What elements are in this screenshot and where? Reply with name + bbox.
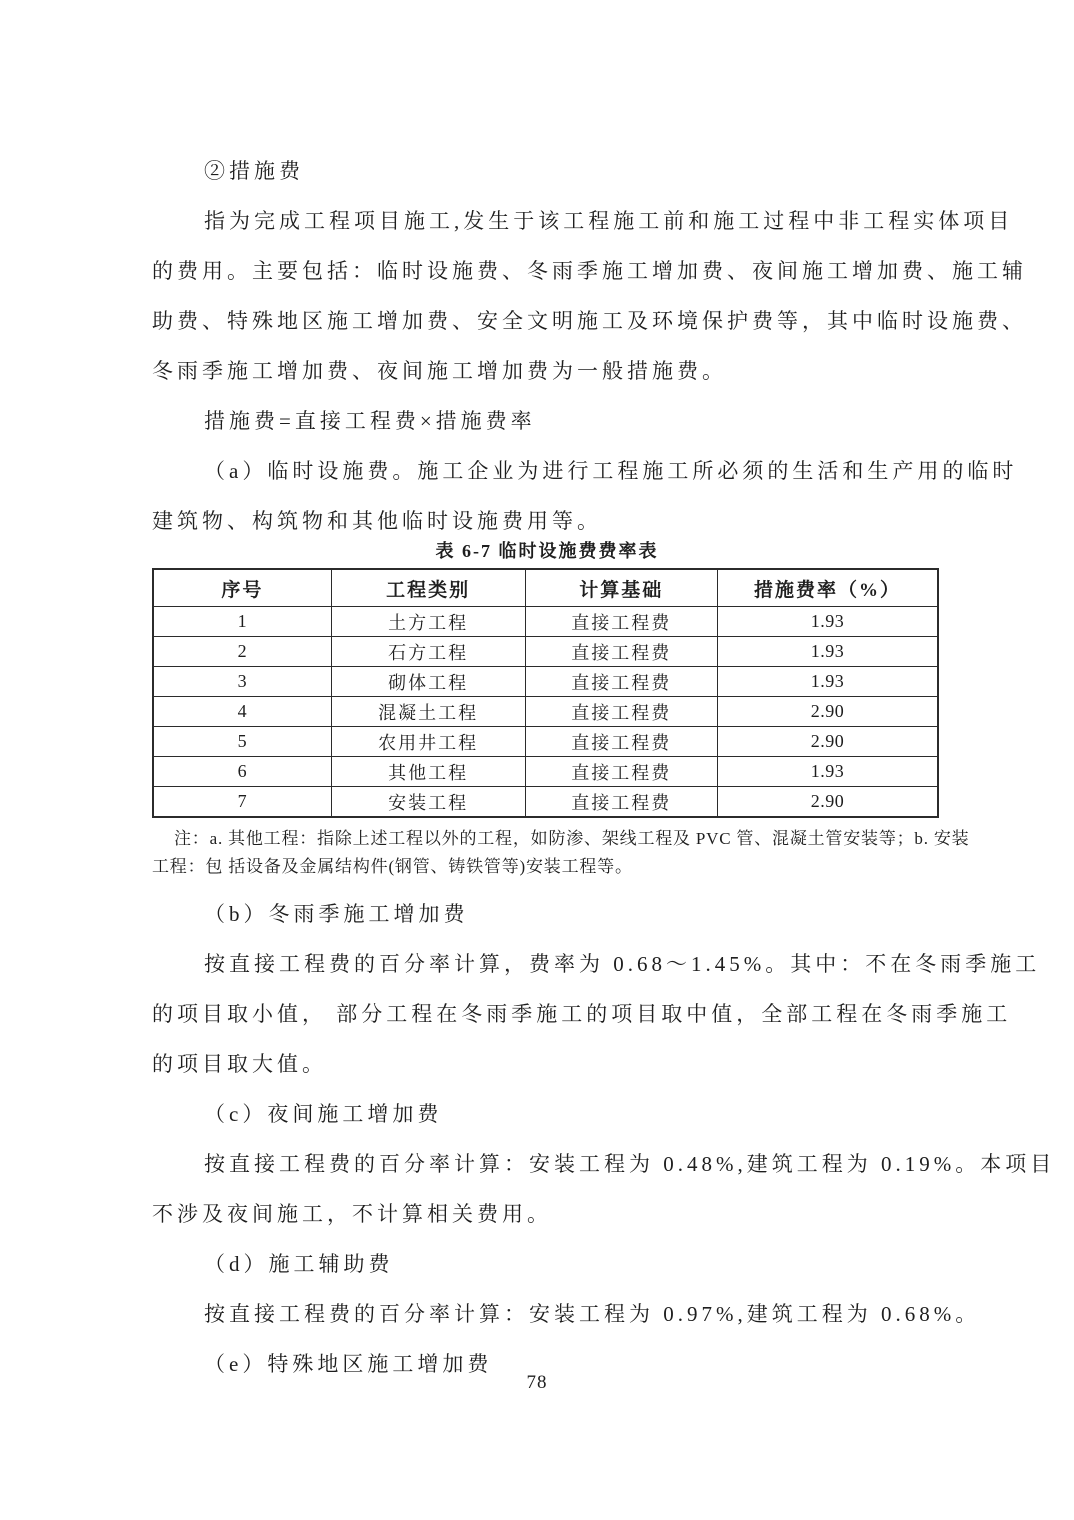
intro-line: 的费用。主要包括：临时设施费、冬雨季施工增加费、夜间施工增加费、施工辅 (152, 259, 1027, 283)
item-b-heading: （b）冬雨季施工增加费 (204, 902, 469, 926)
table-header-row (153, 569, 938, 607)
table-cell: 石方工程 (331, 637, 525, 667)
item-a-line: （a）临时设施费。施工企业为进行工程施工所必须的生活和生产用的临时 (204, 459, 1018, 483)
table-header-cell: 序号 (153, 569, 331, 607)
table-cell: 2.90 (717, 697, 938, 727)
table-cell: 其他工程 (331, 757, 525, 787)
page-number: 78 (526, 1372, 548, 1393)
table-cell: 1.93 (717, 667, 938, 697)
table-cell: 1 (153, 607, 331, 637)
table-cell: 直接工程费 (525, 697, 717, 727)
intro-line: 冬雨季施工增加费、夜间施工增加费为一般措施费。 (152, 359, 727, 383)
table-cell: 4 (153, 697, 331, 727)
item-e-heading: （e）特殊地区施工增加费 (204, 1352, 493, 1376)
table-note-line: 注：a. 其他工程：指除上述工程以外的工程，如防渗、架线工程及 PVC 管、混凝土管安装等；b. 安装 (174, 829, 970, 848)
document-body (152, 146, 1056, 1389)
formula-line: 措施费=直接工程费×措施费率 (204, 409, 536, 433)
table-cell: 直接工程费 (525, 637, 717, 667)
table-cell: 直接工程费 (525, 757, 717, 787)
table-row (153, 727, 938, 757)
intro-line: 助费、特殊地区施工增加费、安全文明施工及环境保护费等，其中临时设施费、 (152, 309, 1027, 333)
table-cell: 混凝土工程 (331, 697, 525, 727)
table-cell: 农用井工程 (331, 727, 525, 757)
table-note-line: 工程：包 括设备及金属结构件(钢管、铸铁管等)安装工程等。 (152, 857, 633, 876)
item-d-line: 按直接工程费的百分率计算：安装工程为 0.97%,建筑工程为 0.68%。 (204, 1302, 981, 1326)
table-cell: 直接工程费 (525, 607, 717, 637)
item-c-line: 按直接工程费的百分率计算：安装工程为 0.48%,建筑工程为 0.19%。本项目 (204, 1152, 1056, 1176)
table-cell: 3 (153, 667, 331, 697)
item-c-line: 不涉及夜间施工，不计算相关费用。 (152, 1202, 552, 1226)
item-b-line: 的项目取大值。 (152, 1052, 327, 1076)
table-cell: 直接工程费 (525, 727, 717, 757)
table-cell: 6 (153, 757, 331, 787)
table-cell: 2 (153, 637, 331, 667)
table-header-cell: 措施费率（%） (717, 569, 938, 607)
table-cell: 7 (153, 787, 331, 818)
table-header-cell: 工程类别 (331, 569, 525, 607)
table-title: 表 6-7 临时设施费费率表 (435, 541, 659, 561)
table-cell: 2.90 (717, 727, 938, 757)
item-a-line: 建筑物、构筑物和其他临时设施费用等。 (152, 509, 602, 533)
intro-line: 指为完成工程项目施工,发生于该工程施工前和施工过程中非工程实体项目 (204, 209, 1014, 233)
table-row (153, 607, 938, 637)
item-b-line: 的项目取小值， 部分工程在冬雨季施工的项目取中值，全部工程在冬雨季施工 (152, 1002, 1012, 1026)
item-d-heading: （d）施工辅助费 (204, 1252, 394, 1276)
fee-rate-table (152, 568, 939, 818)
table-cell: 1.93 (717, 637, 938, 667)
table-header-cell: 计算基础 (525, 569, 717, 607)
table-cell: 2.90 (717, 787, 938, 818)
table-cell: 1.93 (717, 607, 938, 637)
section-heading: ②措施费 (204, 159, 304, 183)
item-c-heading: （c）夜间施工增加费 (204, 1102, 443, 1126)
table-cell: 砌体工程 (331, 667, 525, 697)
table-row (153, 787, 938, 818)
table-cell: 土方工程 (331, 607, 525, 637)
table-cell: 1.93 (717, 757, 938, 787)
table-cell: 5 (153, 727, 331, 757)
table-row (153, 667, 938, 697)
table-row (153, 697, 938, 727)
item-b-line: 按直接工程费的百分率计算，费率为 0.68～1.45%。其中：不在冬雨季施工 (204, 952, 1041, 976)
table-row (153, 757, 938, 787)
table-cell: 安装工程 (331, 787, 525, 818)
table-cell: 直接工程费 (525, 787, 717, 818)
table-row (153, 637, 938, 667)
fee-table-body (153, 607, 938, 818)
table-cell: 直接工程费 (525, 667, 717, 697)
